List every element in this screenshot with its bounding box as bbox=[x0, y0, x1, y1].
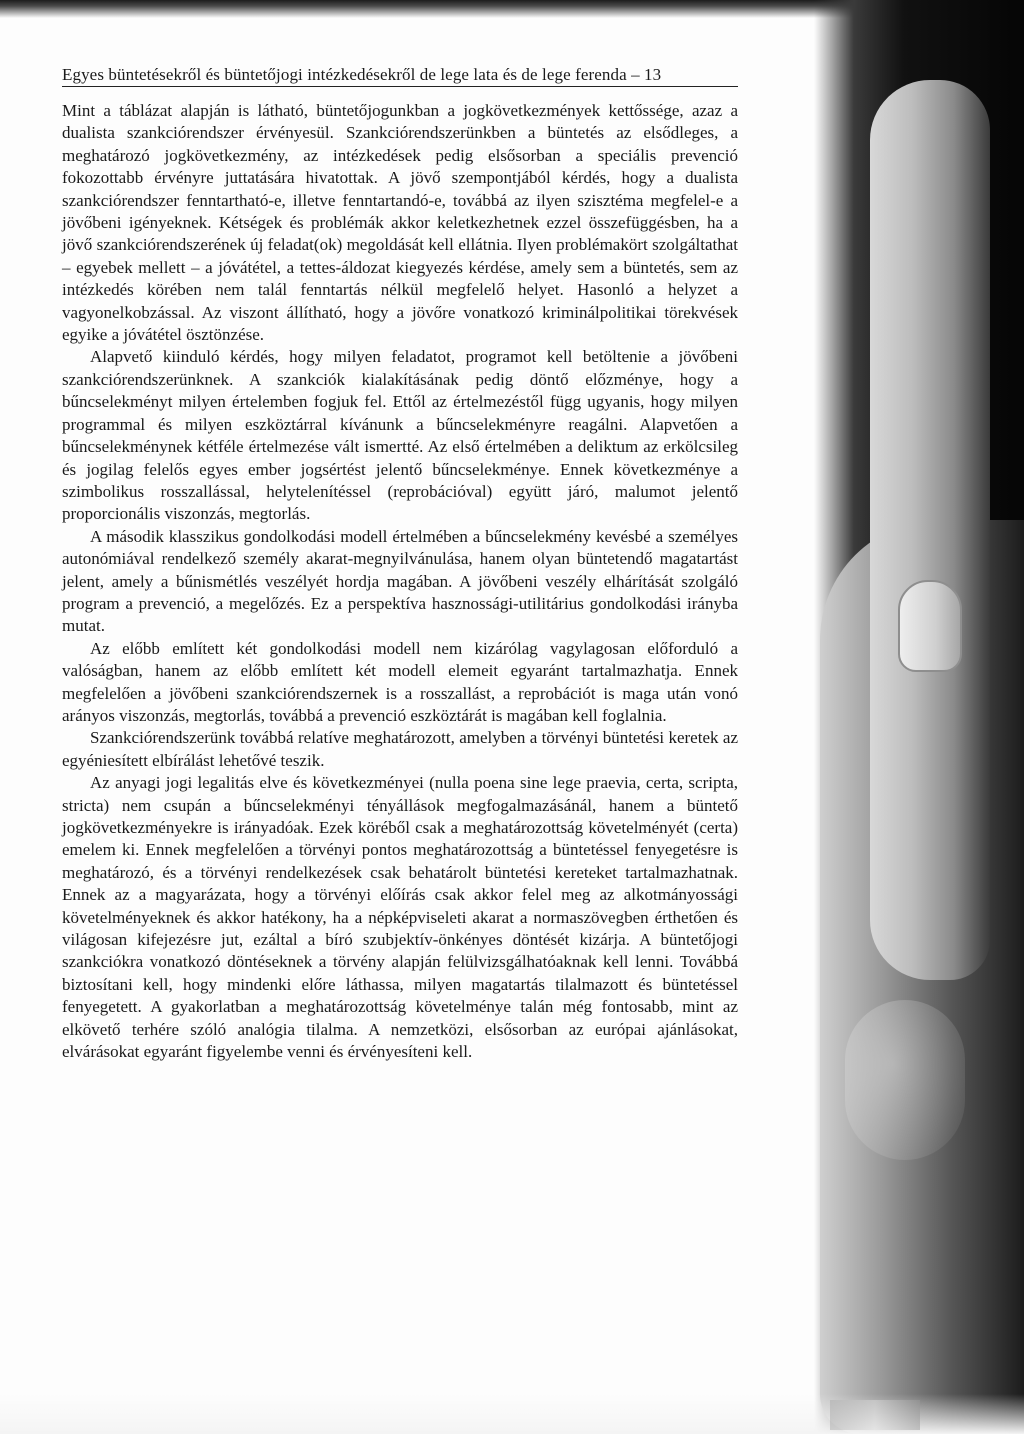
paragraph-6: Az anyagi jogi legalitás elve és következményei (nulla poena sine lege praevia, certa, scripta, stricta) nem csupán a bűncselekményi tényállások megfogalmazásánál, hanem a büntető jogkövetkezményekre is irányadóak. Ezek köréből csak a meghatározottság követelményét (certa) emelem ki. Ennek megfelelően a törvényi pontos meghatározottság a büntetéssel fenyegetésre is meghatározó, és a törvényi rendelkezések csak behatárolt büntetési kereteket tartalmazhatnak. Ennek az a magyarázata, hogy a törvényi előírás csak akkor felel meg az alkotmányossági követelményeknek és akkor hatékony, ha a népképviseleti akarat a normaszövegben érthetően és világosan kifejezésre jut, ezáltal a bíró szubjektív-önkényes döntését kizárja. A büntetőjogi szankciókra vonatkozó döntéseknek a törvény alapján felülvizsgálhatóaknak kell lenni. Továbbá biztosítani kell, hogy mindenki előre láthassa, milyen magatartás tilalmazott és büntetéssel fenyegetett. A gyakorlatban a meghatározottság követelménye talán még fontosabb, mint az elkövető terhére szóló analógia tilalma. A nemzetközi, elsősorban az európai ajánlásokat, elvárásokat egyaránt figyelembe venni és érvényesíteni kell. bbox=[62, 773, 738, 1062]
paragraph-4: Az előbb említett két gondolkodási modell nem kizárólag vagylagosan előforduló a valóságban, hanem az előbb említett két modell elemeit egyaránt tartalmazhatja. Ennek megfelelően a jövőbeni szankciórendszernek is a rosszallást, a reprobációt is maga után vonó arányos viszonzás, megtorlás, továbbá a prevenció eszköztárát is magában kell foglalnia. bbox=[62, 638, 738, 725]
corner-scan-artifact bbox=[830, 1400, 920, 1430]
paragraph-3: A második klasszikus gondolkodási modell értelmében a bűncselekmény kevésbé a személyes autonómiával rendelkező személy akarat-megnyilvánulása, hanem olyan büntetendő magatartást jelent, amely a bűnismétlés veszélyét hordja magában. A jövőbeni veszély elhárítását szolgáló program a prevenció, a megelőzés. Ez a perspektíva hasznossági-utilitárius gondolkodási irányba mutat. bbox=[62, 526, 738, 636]
fingernail-image bbox=[898, 580, 962, 672]
paragraph-2: Alapvető kiinduló kérdés, hogy milyen feladatot, programot kell betöltenie a jövőbeni szankciórendszerünknek. A szankciók kialakításának pedig döntő előzménye, hogy a bűncselekményt milyen értelemben fogjuk fel. Ettől az értelmezéstől függ ugyanis, hogy milyen programmal és milyen eszköztárral kívánunk a bűncselekményre reagálni. Alapvetően a bűncselekménynek kétféle értelmezése vált ismertté. Az első értelmében a deliktum az erkölcsileg és jogilag felelős egyes ember jogsértést jelentő bűncselekménye. Ennek következménye a szimbolikus rosszallással, helytelenítéssel (reprobációval) együtt járó, malumot jelentő proporcionális viszonzás, megtorlás. bbox=[62, 347, 738, 524]
body-text bbox=[62, 100, 738, 1063]
finger-image bbox=[870, 80, 990, 980]
paragraph-1: Mint a táblázat alapján is látható, büntetőjogunkban a jogkövetkezmények kettőssége, azaz a dualista szankciórendszer érvényesül. Szankciórendszerünkben a büntetés az elsődleges, a meghatározó jogkövetkezmény, az intézkedések pedig elsősorban a speciális prevenció fokozottabb érvényre juttatására hivatottak. A jövő szempontjából kérdés, hogy a dualista szankciórendszer fenntartható-e, illetve fenntartandó-e, továbbá az ilyen szisztéma megfelel-e a jövőbeni igényeknek. Kétségek és problémák akkor keletkezhetnek ezzel összefüggésben, ha a jövő szankciórendszerének új feladat(ok) megoldását kell ellátnia. Ilyen problémakört szolgáltathat – egyebek mellett – a jóvátétel, a tettes-áldozat kiegyezés kérdése, amely sem a büntetés, sem az intézkedés körében nem talál fenntartás nélkül megfelelő helyet. Hasonló a helyzet a vagyonelkobzással. Az viszont állítható, hogy a jövőre vonatkozó kriminálpolitikai törekvések egyike a jóvátétel ösztönzése. bbox=[62, 101, 738, 345]
paragraph-5: Szankciórendszerünk továbbá relatíve meghatározott, amelyben a törvényi büntetési keretek az egyéniesített elbírálást lehetővé teszik. bbox=[62, 728, 738, 770]
hand-highlight bbox=[845, 1000, 965, 1160]
running-header: Egyes büntetésekről és büntetőjogi intézkedésekről de lege lata és de lege ferenda – 13 bbox=[62, 64, 738, 87]
